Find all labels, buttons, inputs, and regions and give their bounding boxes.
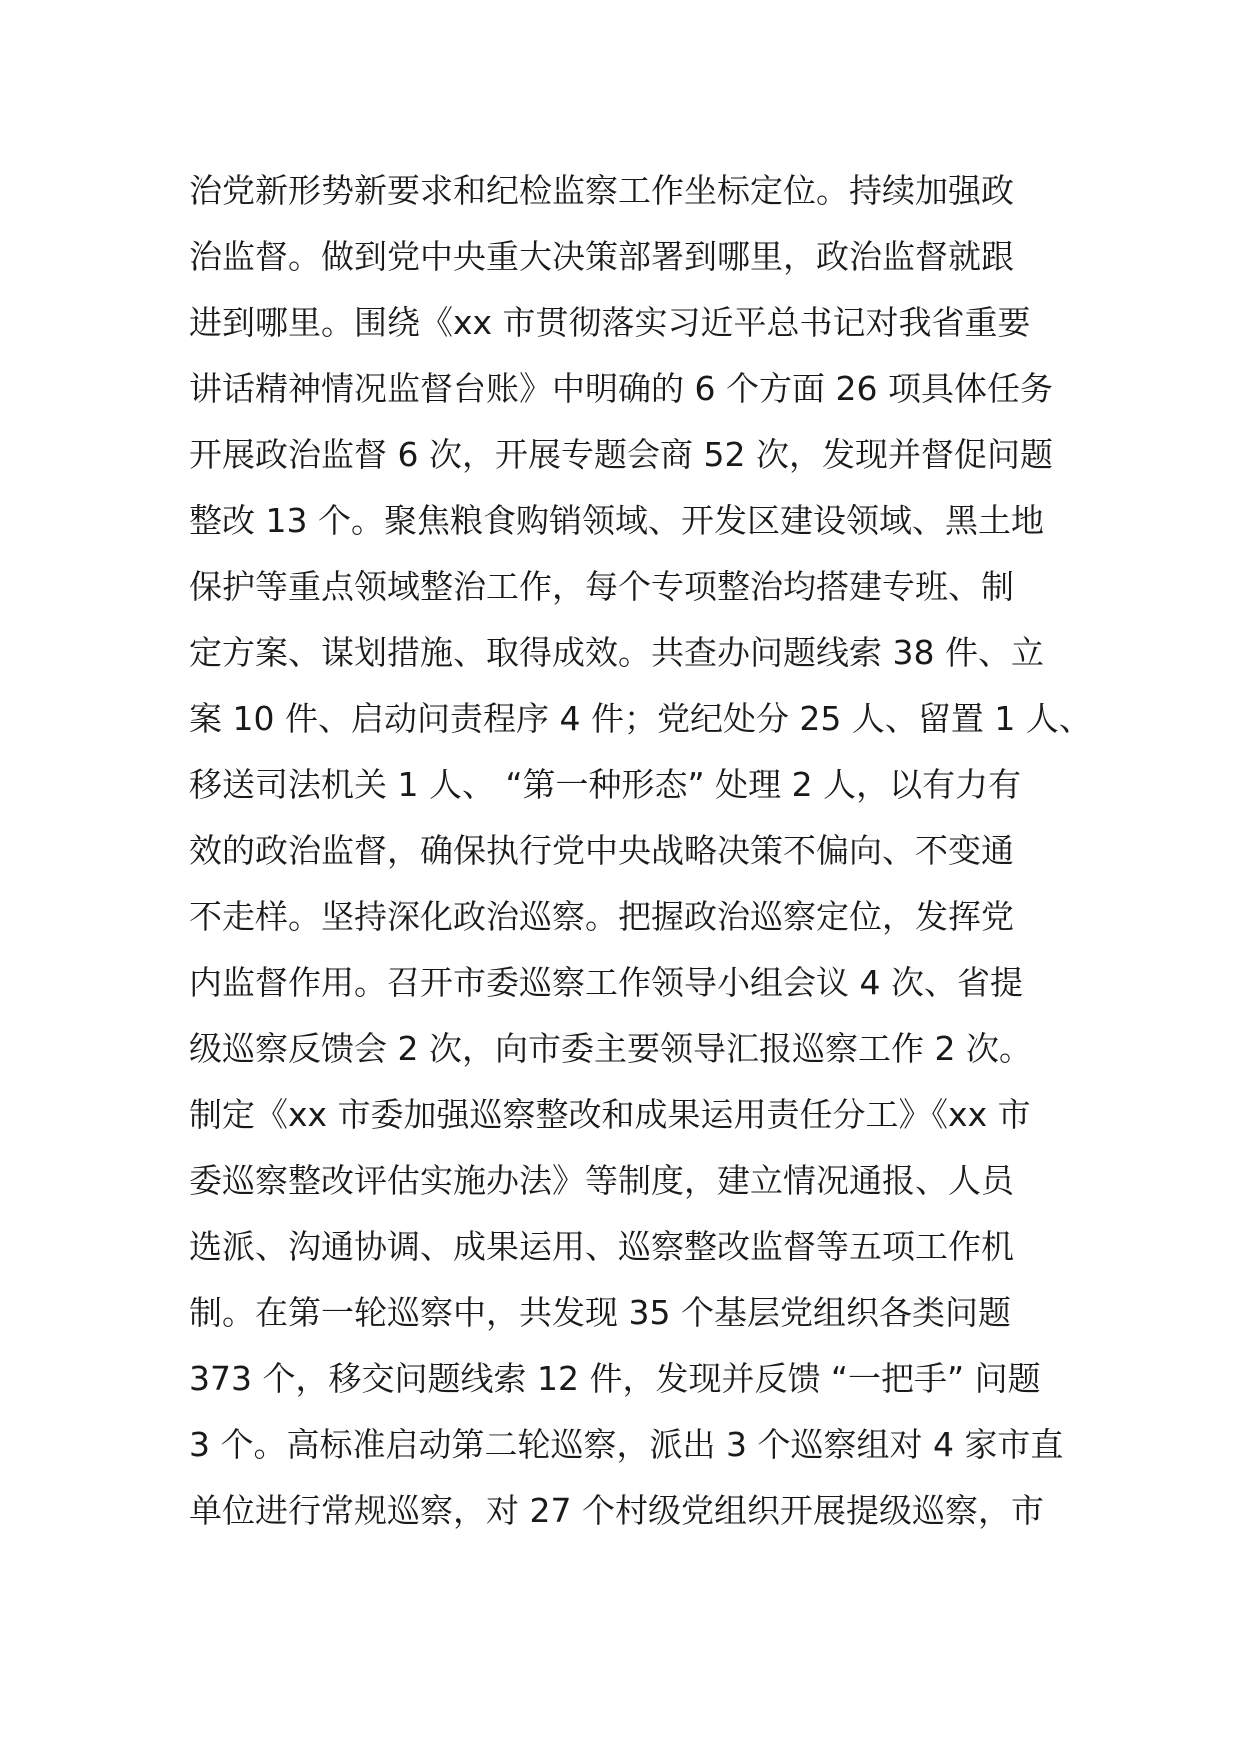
text-line: 治监督。做到党中央重大决策部署到哪里，政治监督就跟	[189, 237, 1014, 276]
text-line: 保护等重点领域整治工作，每个专项整治均搭建专班、制	[189, 567, 1014, 606]
text-line: 制。在第一轮巡察中，共发现 35 个基层党组织各类问题	[189, 1293, 1011, 1332]
text-line: 整改 13 个。聚焦粮食购销领域、开发区建设领域、黑土地	[189, 501, 1044, 540]
text-line: 不走样。坚持深化政治巡察。把握政治巡察定位，发挥党	[189, 897, 1014, 936]
text-line: 级巡察反馈会 2 次，向市委主要领导汇报巡察工作 2 次。	[189, 1029, 1032, 1068]
body-paragraph	[189, 158, 1092, 1544]
text-line: 案 10 件、启动问责程序 4 件；党纪处分 25 人、留置 1 人、	[189, 699, 1092, 738]
text-line: 制定《xx 市委加强巡察整改和成果运用责任分工》《xx 市	[189, 1095, 1031, 1134]
text-line: 单位进行常规巡察，对 27 个村级党组织开展提级巡察，市	[189, 1491, 1044, 1530]
text-line: 效的政治监督，确保执行党中央战略决策不偏向、不变通	[189, 831, 1014, 870]
text-line: 进到哪里。围绕《xx 市贯彻落实习近平总书记对我省重要	[189, 303, 1031, 342]
text-line: 373 个，移交问题线索 12 件，发现并反馈 “一把手” 问题	[189, 1359, 1041, 1398]
text-line: 讲话精神情况监督台账》中明确的 6 个方面 26 项具体任务	[189, 369, 1053, 408]
text-line: 定方案、谋划措施、取得成效。共查办问题线索 38 件、立	[189, 633, 1044, 672]
text-line: 选派、沟通协调、成果运用、巡察整改监督等五项工作机	[189, 1227, 1014, 1266]
text-line: 治党新形势新要求和纪检监察工作坐标定位。持续加强政	[189, 171, 1014, 210]
text-line: 内监督作用。召开市委巡察工作领导小组会议 4 次、省提	[189, 963, 1023, 1002]
text-line: 委巡察整改评估实施办法》等制度，建立情况通报、人员	[189, 1161, 1014, 1200]
text-line: 移送司法机关 1 人、 “第一种形态” 处理 2 人，以有力有	[189, 765, 1022, 804]
text-line: 3 个。高标准启动第二轮巡察，派出 3 个巡察组对 4 家市直	[189, 1425, 1064, 1464]
text-line: 开展政治监督 6 次，开展专题会商 52 次，发现并督促问题	[189, 435, 1053, 474]
